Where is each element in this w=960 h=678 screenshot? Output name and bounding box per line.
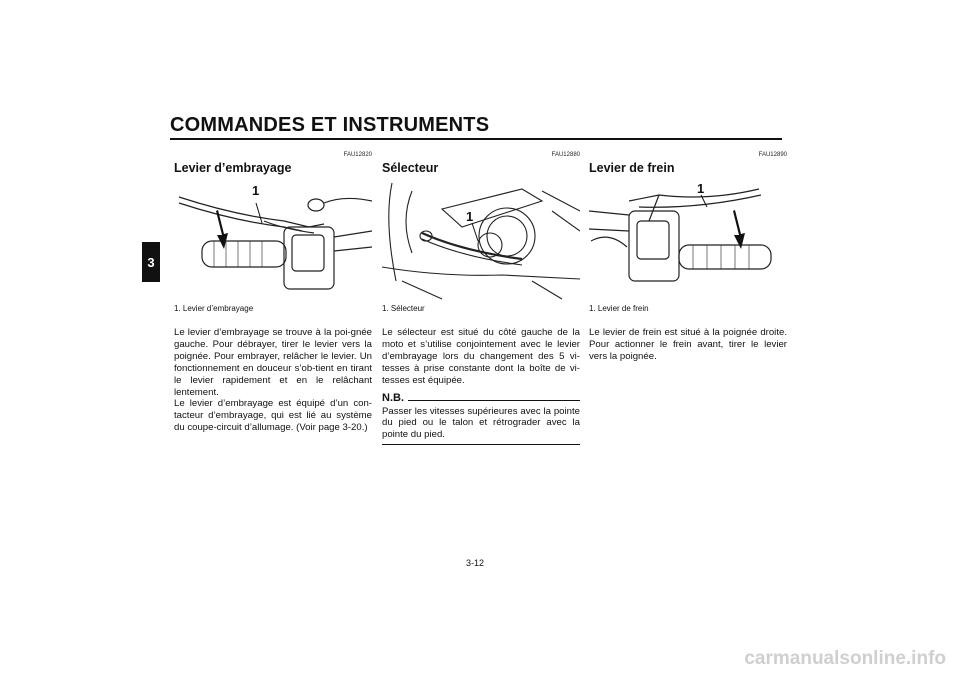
section-body: Le levier d’embrayage se trouve à la poi-gnée gauche. Pour débrayer, tirer le levier vers la poignée. Pour embrayer, relâcher le levier. Un fonctionnement en douceur s’ob-tient en tirant le levier rapidement et en le relâchant lentement. Le levier d’embrayage est équipé d’un con-tacteur d’embrayage, qui est lié au système du coupe-circuit d’allumage. (Voir page 3-20.) xyxy=(174,327,372,434)
section-title: Levier d’embrayage xyxy=(174,161,292,175)
note-rule xyxy=(408,400,580,401)
figure-caption: 1. Sélecteur xyxy=(382,304,425,313)
figure-caption: 1. Levier d’embrayage xyxy=(174,304,254,313)
clutch-lever-illustration xyxy=(174,181,372,301)
figure-caption: 1. Levier de frein xyxy=(589,304,649,313)
section-code: FAU12820 xyxy=(343,152,372,158)
figure-callout-number: 1 xyxy=(466,209,474,224)
section-title: Levier de frein xyxy=(589,161,675,175)
page-header-title: COMMANDES ET INSTRUMENTS xyxy=(170,114,490,136)
note-label: N.B. xyxy=(382,391,404,404)
section-code: FAU12890 xyxy=(758,152,787,158)
section-clutch-lever xyxy=(174,152,372,434)
pull-arrow-icon xyxy=(733,210,745,249)
section-title: Sélecteur xyxy=(382,161,439,175)
section-body: Le sélecteur est situé du côté gauche de la moto et s’utilise conjointement avec le levier d’embrayage lors du changement des 5 vi-tesses à prise constante dont la boîte de vi-tesses est équipée. xyxy=(382,327,580,386)
figure-callout-number: 1 xyxy=(697,181,705,196)
section-brake-lever xyxy=(589,152,787,363)
note-end-rule xyxy=(382,444,580,445)
section-body: Le levier de frein est situé à la poignée droite. Pour actionner le frein avant, tirer le levier vers la poignée. xyxy=(589,327,787,362)
note-box xyxy=(382,392,580,446)
chapter-tab: 3 xyxy=(142,242,160,282)
footer-watermark: carmanualsonline.info xyxy=(744,648,946,669)
shift-pedal-figure xyxy=(382,181,580,301)
section-shift-pedal xyxy=(382,152,580,445)
clutch-lever-figure xyxy=(174,181,372,301)
header-rule xyxy=(170,138,782,140)
note-text: Passer les vitesses supérieures avec la pointe du pied ou le talon et rétrograder avec la pointe du pied. xyxy=(382,405,580,441)
page-number: 3-12 xyxy=(466,558,485,568)
figure-callout-number: 1 xyxy=(252,183,260,198)
section-code: FAU12880 xyxy=(551,152,580,158)
brake-lever-figure xyxy=(589,181,787,301)
brake-lever-illustration xyxy=(589,181,787,301)
shift-pedal-illustration xyxy=(382,181,580,301)
